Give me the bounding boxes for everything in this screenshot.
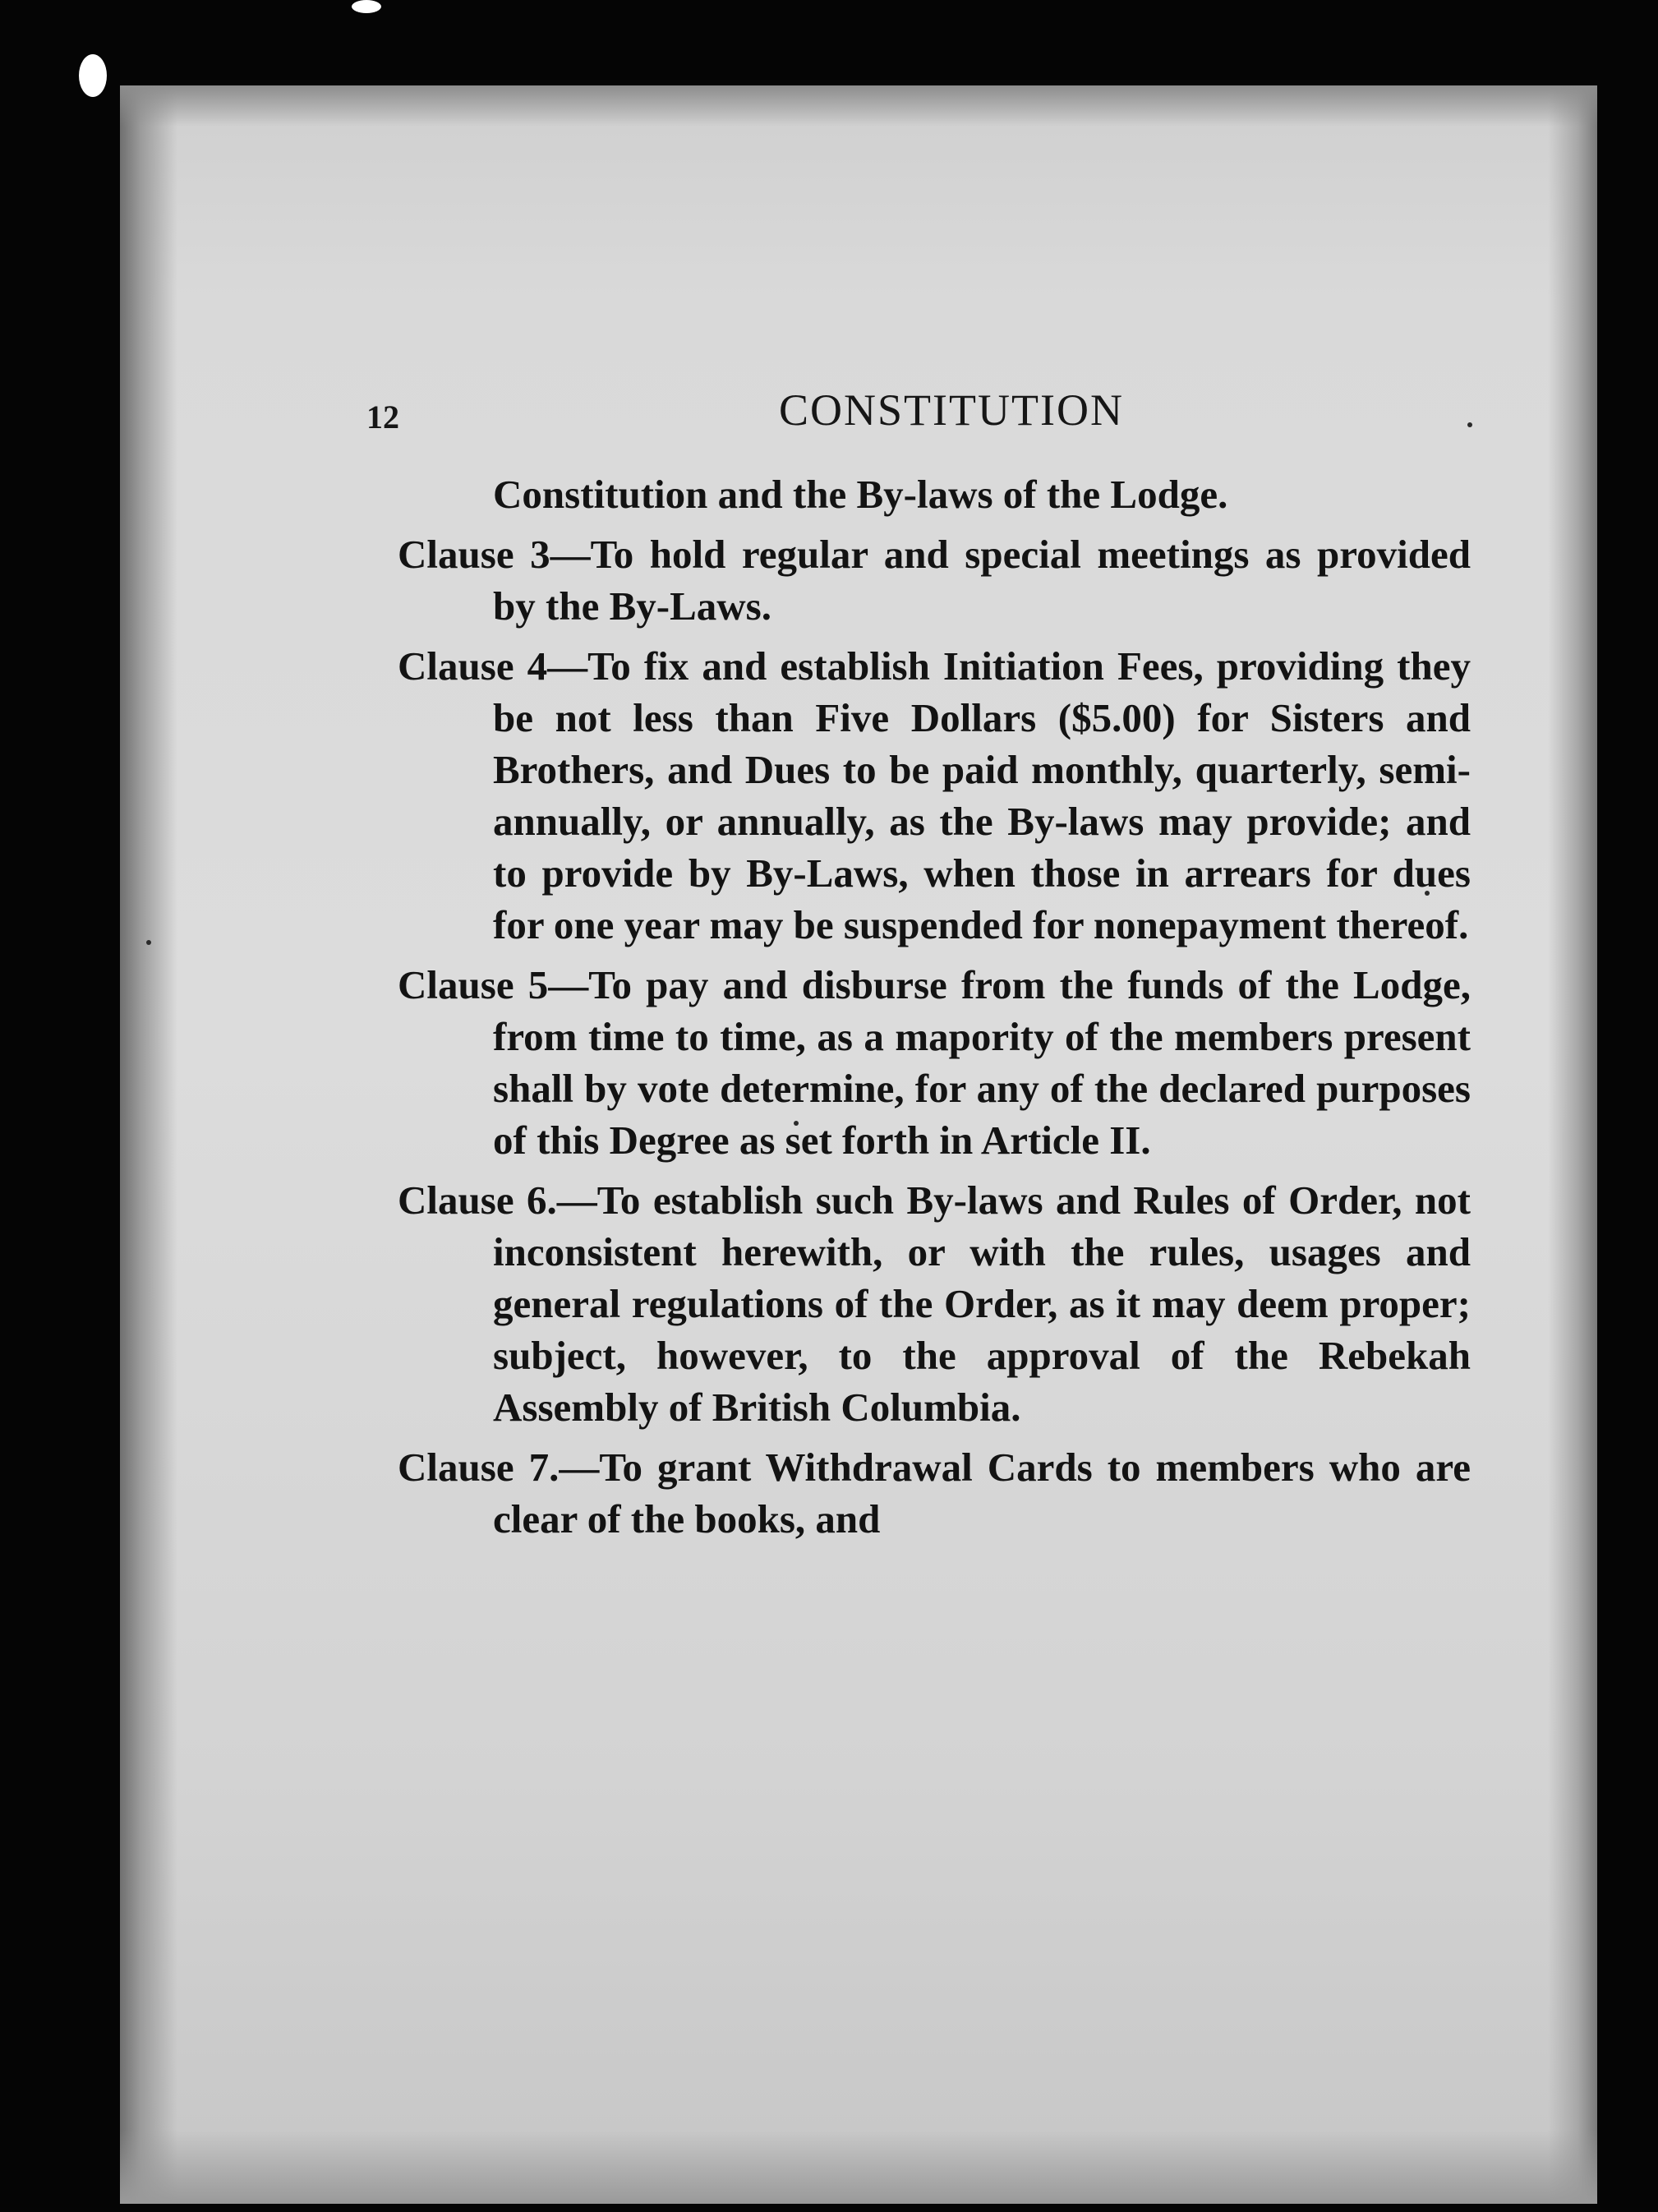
- page-right-shadow: [1548, 85, 1597, 2204]
- page-top-shadow: [120, 85, 1597, 127]
- page-body: [398, 468, 1471, 1553]
- running-head: CONSTITUTION: [779, 385, 1124, 435]
- paragraph-clause-6: Clause 6.—To establish such By-laws and Rules of Order, not inconsistent herewith, or with the rules, usages and general regulations of the Order, as it may deem proper; subject, however, to the approval of the Rebekah Assembly of British Columbia.: [398, 1177, 1471, 1430]
- paragraph-continuation: Constitution and the By-laws of the Lodge.: [493, 472, 1228, 517]
- scan-blemish: [352, 0, 381, 13]
- scan-speck: [1467, 422, 1472, 427]
- page-number: 12: [366, 399, 399, 435]
- paragraph-clause-4: Clause 4—To fix and establish Initiation Fees, providing they be not less than Five Dollars ($5.00) for Sisters and Brothers, and Dues to be paid monthly, quarterly, semi-annually, or annually, as the By-laws may provide; and to provide by By-Laws, when those in arrears for dues for one year may be suspended for nonepayment thereof.: [398, 643, 1471, 947]
- page-header: [366, 385, 1451, 434]
- page-bottom-shadow: [120, 2130, 1597, 2204]
- scan-blemish: [79, 54, 107, 97]
- paragraph-clause-3: Clause 3—To hold regular and special meetings as provided by the By-Laws.: [398, 532, 1471, 629]
- paragraph-clause-7: Clause 7.—To grant Withdrawal Cards to members who are clear of the books, and: [398, 1445, 1471, 1541]
- paragraph-clause-5: Clause 5—To pay and disburse from the funds of the Lodge, from time to time, as a mapority of the members present shall by vote determine, for any of the declared purposes of this Degree as set forth in Article II.: [398, 962, 1471, 1163]
- page-left-shadow: [120, 85, 177, 2204]
- scan-speck: [146, 940, 151, 945]
